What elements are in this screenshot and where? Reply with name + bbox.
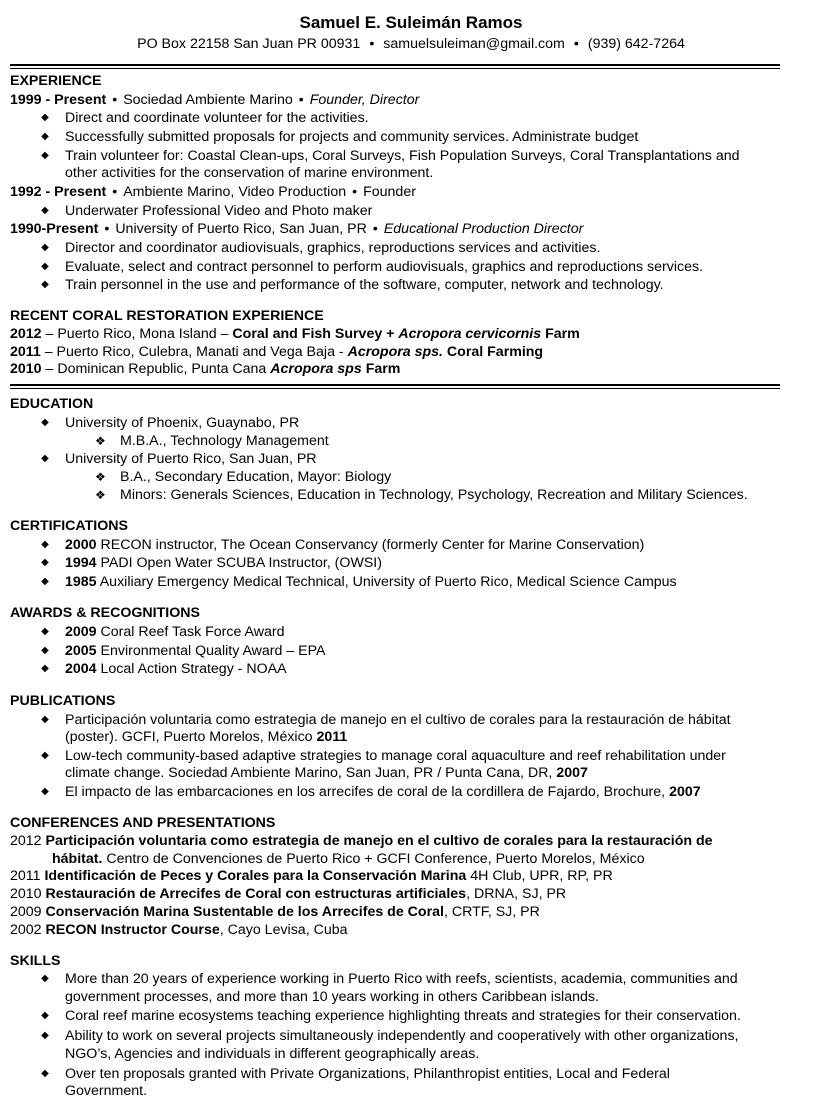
job-years: 1992 - Present [10, 184, 107, 200]
inline-separator: • [104, 221, 110, 237]
conference-venue: Centro de Convenciones de Puerto Rico + GCFI Conference, Puerto Morelos, México [102, 851, 645, 867]
diamond-bullet-icon: ◆ [41, 557, 49, 568]
publication-year: 2007 [556, 765, 588, 781]
award-text: Environmental Quality Award – EPA [96, 643, 326, 659]
list-item [10, 711, 815, 729]
bullet-text: other activities for the conservation of marine environment. [65, 165, 434, 181]
list-item [10, 128, 815, 146]
conference-venue: , Cayo Levisa, Cuba [219, 922, 348, 938]
award-text: Local Action Strategy - NOAA [96, 661, 287, 677]
diamond-bullet-icon: ◆ [41, 453, 49, 464]
diamond-bullet-icon: ◆ [41, 786, 49, 797]
conference-title: Conservación Marina Sustentable de los Arrecifes de Coral [45, 904, 444, 920]
diamond-bullet-icon: ◆ [41, 417, 49, 428]
bullet-text: Successfully submitted proposals for projects and community services. Administrate budget [65, 129, 639, 145]
coral-activity-suffix: Farm [541, 326, 580, 342]
cert-text: RECON instructor, The Ocean Conservancy (formerly Center for Marine Conservation) [96, 537, 645, 553]
conference-venue: 4H Club, UPR, RP, PR [466, 868, 613, 884]
diamond-bullet-icon: ◆ [41, 112, 49, 123]
section-title-coral: RECENT CORAL RESTORATION EXPERIENCE [10, 308, 324, 324]
section-title-skills: SKILLS [10, 953, 61, 969]
bullet-text: Train volunteer for: Coastal Clean-ups, Coral Surveys, Fish Population Surveys, Coral Transplantations and [65, 148, 740, 164]
section-divider [10, 384, 780, 386]
list-item [10, 970, 815, 988]
cert-year: 1985 [65, 574, 97, 590]
job-org: Sociedad Ambiente Marino [123, 92, 293, 108]
coral-item [10, 325, 815, 343]
coral-item [10, 343, 815, 361]
list-item [10, 747, 815, 765]
list-item [10, 276, 815, 294]
section-divider-thin [10, 388, 780, 389]
diamond-bullet-icon: ◆ [41, 973, 49, 984]
job-org: University of Puerto Rico, San Juan, PR [115, 221, 367, 237]
school-name: University of Phoenix, Guaynabo, PR [65, 415, 300, 431]
section-title-experience: EXPERIENCE [10, 73, 102, 89]
conference-title: hábitat. [52, 851, 103, 867]
list-item [10, 554, 815, 572]
bullet-text: Director and coordinator audiovisuals, graphics, reproductions services and activities. [65, 240, 601, 256]
bullet-text: Train personnel in the use and performance of the software, computer, network and technology. [65, 277, 664, 293]
publication-text: El impacto de las embarcaciones en los arrecifes de coral de la cordillera de Fajardo, Brochure, [65, 784, 670, 800]
coral-species: Acropora sps [270, 361, 362, 377]
header-email: samuelsuleiman@gmail.com [383, 36, 565, 52]
diamond-bullet-icon: ◆ [41, 131, 49, 142]
award-year: 2004 [65, 661, 97, 677]
header-separator: • [573, 36, 579, 52]
conference-item [10, 867, 815, 885]
skill-text: Ability to work on several projects simultaneously independently and cooperatively with other organizations, [65, 1028, 739, 1044]
conference-title: Participación voluntaria como estrategia de manejo en el cultivo de corales para la restauración de [45, 833, 713, 849]
award-text: Coral Reef Task Force Award [96, 624, 285, 640]
section-title-education: EDUCATION [10, 396, 94, 412]
list-sub-item [10, 468, 815, 486]
header-separator: • [369, 36, 375, 52]
list-item [10, 258, 815, 276]
section-title-publications: PUBLICATIONS [10, 693, 116, 709]
coral-year: 2010 [10, 361, 42, 377]
conference-year: 2012 [10, 833, 46, 849]
list-item-continuation [10, 728, 815, 746]
award-year: 2009 [65, 624, 97, 640]
inline-separator: • [372, 221, 378, 237]
list-item-continuation [10, 764, 815, 782]
list-item [10, 109, 815, 127]
list-item [10, 623, 815, 641]
cert-text: Auxiliary Emergency Medical Technical, University of Puerto Rico, Medical Science Campus [96, 574, 677, 590]
coral-activity: Coral and Fish Survey + [232, 326, 399, 342]
diamond-bullet-icon: ◆ [41, 150, 49, 161]
job-org: Ambiente Marino, Video Production [123, 184, 347, 200]
coral-species: Acropora cervicornis [398, 326, 542, 342]
bullet-text: Direct and coordinate volunteer for the activities. [65, 110, 369, 126]
skill-text: Government. [65, 1083, 148, 1099]
skill-text: Coral reef marine ecosystems teaching experience highlighting threats and strategies for their conservation. [65, 1008, 741, 1024]
list-item-continuation [10, 1045, 815, 1063]
publication-year: 2007 [669, 784, 701, 800]
inline-separator: • [112, 184, 118, 200]
list-item [10, 536, 815, 554]
degree: M.B.A., Technology Management [120, 433, 329, 449]
job-role: Founder, Director [309, 92, 420, 108]
list-item [10, 414, 815, 432]
diamond-bullet-icon: ◆ [41, 663, 49, 674]
diamond-bullet-icon: ◆ [41, 279, 49, 290]
list-item [10, 1065, 815, 1083]
conference-item-continuation [10, 850, 815, 868]
cert-text: PADI Open Water SCUBA Instructor, (OWSI) [96, 555, 382, 571]
diamond-bullet-icon: ◆ [41, 714, 49, 725]
publication-text: Low-tech community-based adaptive strategies to manage coral aquaculture and reef rehabilitation under [65, 748, 726, 764]
conference-year: 2002 [10, 922, 46, 938]
list-item [10, 642, 815, 660]
bullet-text: Underwater Professional Video and Photo maker [65, 203, 373, 219]
section-title-certifications: CERTIFICATIONS [10, 518, 128, 534]
conference-item [10, 921, 815, 939]
publication-text: climate change. Sociedad Ambiente Marino, San Juan, PR / Punta Cana, DR, [65, 765, 557, 781]
header-divider [10, 64, 780, 66]
diamond-bullet-icon: ◆ [41, 261, 49, 272]
skill-text: More than 20 years of experience working in Puerto Rico with reefs, scientists, academia, communities and [65, 971, 738, 987]
star-bullet-icon: ❖ [95, 488, 106, 502]
skill-text: Over ten proposals granted with Private Organizations, Philanthropist entities, Local and Federal [65, 1066, 670, 1082]
conference-item [10, 903, 815, 921]
list-item-continuation [10, 1082, 815, 1100]
section-title-awards: AWARDS & RECOGNITIONS [10, 605, 200, 621]
job-header [10, 91, 815, 109]
cert-year: 1994 [65, 555, 97, 571]
diamond-bullet-icon: ◆ [41, 1030, 49, 1041]
list-item [10, 1027, 815, 1045]
coral-year: 2012 [10, 326, 42, 342]
diamond-bullet-icon: ◆ [41, 242, 49, 253]
publication-text: Participación voluntaria como estrategia de manejo en el cultivo de corales para la restauración de hábitat [65, 712, 731, 728]
header-divider-thin [10, 68, 780, 69]
bullet-text: Evaluate, select and contract personnel to perform audiovisuals, graphics and reproductions services. [65, 259, 703, 275]
diamond-bullet-icon: ◆ [41, 205, 49, 216]
list-item [10, 147, 815, 165]
diamond-bullet-icon: ◆ [41, 626, 49, 637]
conference-year: 2010 [10, 886, 46, 902]
coral-location: – Dominican Republic, Punta Cana [41, 361, 271, 377]
star-bullet-icon: ❖ [95, 434, 106, 448]
award-year: 2005 [65, 643, 97, 659]
school-name: University of Puerto Rico, San Juan, PR [65, 451, 317, 467]
publication-year: 2011 [316, 729, 348, 745]
list-item [10, 202, 815, 220]
inline-separator: • [352, 184, 358, 200]
coral-item [10, 360, 815, 378]
coral-location: – Puerto Rico, Culebra, Manati and Vega Baja - [40, 344, 348, 360]
job-role: Educational Production Director [383, 221, 584, 237]
diamond-bullet-icon: ◆ [41, 576, 49, 587]
diamond-bullet-icon: ◆ [41, 539, 49, 550]
conference-venue: , DRNA, SJ, PR [466, 886, 567, 902]
diamond-bullet-icon: ◆ [41, 1068, 49, 1079]
conference-year: 2009 [10, 904, 46, 920]
publication-text: (poster). GCFI, Puerto Morelos, México [65, 729, 317, 745]
degree: B.A., Secondary Education, Mayor: Biology [120, 469, 392, 485]
job-years: 1999 - Present [10, 92, 107, 108]
header-address: PO Box 22158 San Juan PR 00931 [137, 36, 361, 52]
job-header [10, 183, 815, 201]
coral-year: 2011 [10, 344, 41, 360]
star-bullet-icon: ❖ [95, 470, 106, 484]
degree: Minors: Generals Sciences, Education in Technology, Psychology, Recreation and Military Sciences. [120, 487, 748, 503]
list-item [10, 660, 815, 678]
diamond-bullet-icon: ◆ [41, 1010, 49, 1021]
list-item [10, 450, 815, 468]
header-name: Samuel E. Suleimán Ramos [299, 13, 523, 32]
inline-separator: • [298, 92, 304, 108]
coral-species: Acropora sps. [347, 344, 443, 360]
conference-title: Restauración de Arrecifes de Coral con estructuras artificiales [45, 886, 467, 902]
coral-activity-suffix: Coral Farming [442, 344, 544, 360]
job-role: Founder [363, 184, 416, 200]
conference-item [10, 832, 815, 850]
list-item [10, 573, 815, 591]
skill-text: NGO’s, Agencies and individuals in different geographically areas. [65, 1046, 480, 1062]
coral-location: – Puerto Rico, Mona Island – [41, 326, 233, 342]
job-years: 1990-Present [10, 221, 99, 237]
list-item [10, 783, 815, 801]
conference-title: Identificación de Peces y Corales para la Conservación Marina [44, 868, 467, 884]
list-item [10, 239, 815, 257]
conference-item [10, 885, 815, 903]
conference-title: RECON Instructor Course [45, 922, 220, 938]
job-header [10, 220, 815, 238]
coral-activity-suffix: Farm [361, 361, 401, 377]
conference-venue: , CRTF, SJ, PR [443, 904, 540, 920]
list-item [10, 1007, 815, 1025]
header-phone: (939) 642-7264 [587, 36, 685, 52]
list-item-continuation [10, 988, 815, 1006]
cert-year: 2000 [65, 537, 97, 553]
conference-year: 2011 [10, 868, 45, 884]
list-sub-item [10, 486, 815, 504]
section-title-conferences: CONFERENCES AND PRESENTATIONS [10, 815, 276, 831]
skill-text: government processes, and more than 10 years working in others Caribbean islands. [65, 989, 599, 1005]
diamond-bullet-icon: ◆ [41, 750, 49, 761]
diamond-bullet-icon: ◆ [41, 645, 49, 656]
list-sub-item [10, 432, 815, 450]
inline-separator: • [112, 92, 118, 108]
header-contact [0, 35, 822, 53]
list-item-continuation [10, 164, 815, 182]
